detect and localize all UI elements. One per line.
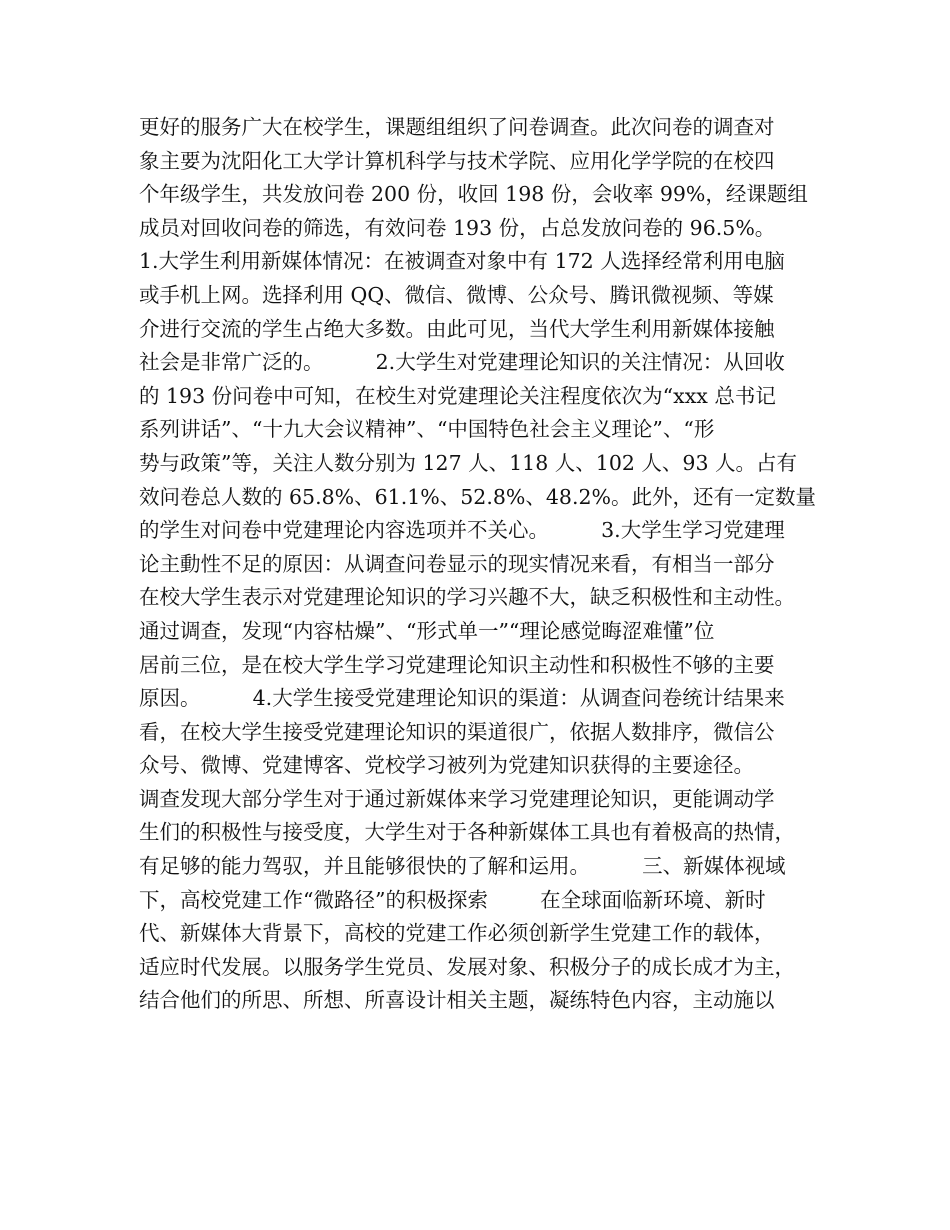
text-line: 效问卷总人数的 65.8%、61.1%、52.8%、48.2%。此外，还有一定数量: [139, 484, 817, 509]
text-line: 系列讲话”、“十九大会议精神”、“中国特色社会主义理论”、“形: [139, 417, 715, 442]
text-line: 或手机上网。选择利用 QQ、微信、微博、公众号、腾讯微视频、等媒: [139, 282, 774, 307]
text-line: 原因。 4.大学生接受党建理论知识的渠道：从调查问卷统计结果来: [139, 686, 785, 711]
text-line: 1.大学生利用新媒体情况：在被调查对象中有 172 人选择经常利用电脑: [139, 249, 785, 274]
text-line: 社会是非常广泛的。 2.大学生对党建理论知识的关注情况：从回收: [139, 350, 785, 375]
text-line: 象主要为沈阳化工大学计算机科学与技术学院、应用化学学院的在校四: [139, 148, 775, 173]
text-line: 在校大学生表示对党建理论知识的学习兴趣不大，缺乏积极性和主动性。: [139, 585, 795, 610]
text-line: 有足够的能力驾驭，并且能够很快的了解和运用。 三、新媒体视域: [139, 854, 786, 879]
body-text: [139, 111, 829, 1018]
text-line: 看，在校大学生接受党建理论知识的渠道很广，依据人数排序，微信公: [139, 719, 775, 744]
text-line: 代、新媒体大背景下，高校的党建工作必须创新学生党建工作的载体，: [139, 921, 775, 946]
text-line: 的学生对问卷中党建理论内容选项并不关心。 3.大学生学习党建理: [139, 518, 785, 543]
text-line: 介进行交流的学生占绝大多数。由此可见，当代大学生利用新媒体接触: [139, 316, 775, 341]
text-line: 个年级学生，共发放问卷 200 份，收回 198 份，会收率 99%，经课题组: [139, 182, 808, 207]
text-line: 的 193 份问卷中可知，在校生对党建理论关注程度依次为“xxx 总书记: [139, 383, 776, 408]
text-line: 成员对回收问卷的筛选，有效问卷 193 份，占总发放问卷的 96.5%。: [139, 215, 776, 240]
text-line: 适应时代发展。以服务学生党员、发展对象、积极分子的成长成才为主，: [139, 954, 795, 979]
text-line: 调查发现大部分学生对于通过新媒体来学习党建理论知识，更能调动学: [139, 786, 775, 811]
text-line: 论主動性不足的原因：从调查问卷显示的现实情况来看，有相当一部分: [139, 551, 775, 576]
text-line: 结合他们的所思、所想、所喜设计相关主题，凝练特色内容，主动施以: [139, 988, 775, 1013]
text-line: 更好的服务广大在校学生，课题组组织了问卷调查。此次问卷的调查对: [139, 115, 775, 139]
text-line: 众号、微博、党建博客、党校学习被列为党建知识获得的主要途径。: [139, 753, 754, 778]
text-line: 居前三位，是在校大学生学习党建理论知识主动性和积极性不够的主要: [139, 652, 775, 677]
text-line: 通过调查，发现“内容枯燥”、“形式单一”“理论感觉晦涩难懂”位: [139, 618, 715, 643]
text-line: 势与政策”等，关注人数分别为 127 人、118 人、102 人、93 人。占有: [139, 450, 798, 475]
text-line: 生们的积极性与接受度，大学生对于各种新媒体工具也有着极高的热情，: [139, 820, 795, 845]
text-line: 下，高校党建工作“微路径”的积极探索 在全球面临新环境、新时: [139, 887, 766, 912]
